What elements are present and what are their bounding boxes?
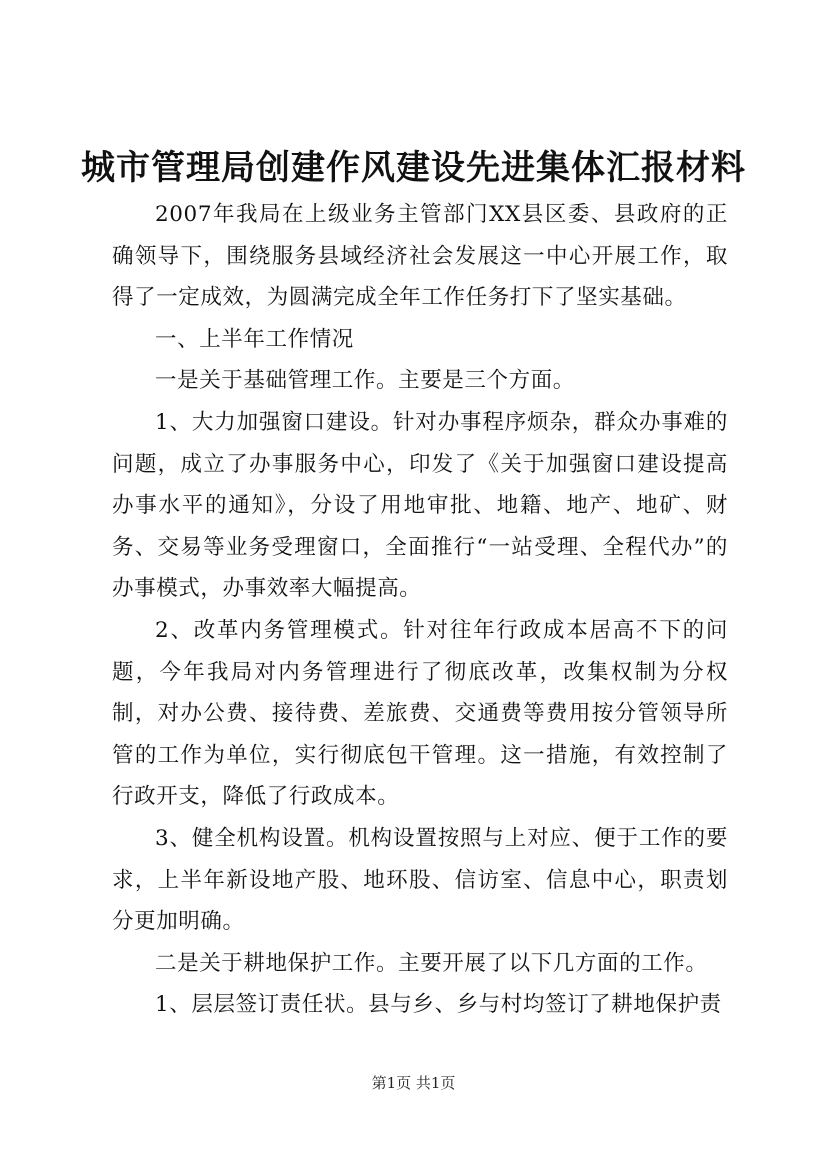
- document-title: 城市管理局创建作风建设先进集体汇报材料: [81, 148, 746, 188]
- item-organization-setup: 3、健全机构设置。机构设置按照与上对应、便于工作的要求，上半年新设地产股、地环股、信访室、信息中心，职责划分更加明确。: [112, 825, 728, 935]
- page-number-footer: 第1页 共1页: [371, 1074, 456, 1092]
- subsection-basic-management: 一是关于基础管理工作。主要是三个方面。: [155, 368, 575, 394]
- item-window-construction: 1、大力加强窗口建设。针对办事程序烦杂，群众办事难的问题，成立了办事服务中心，印发了《关于加强窗口建设提高办事水平的通知》，分设了用地审批、地籍、地产、地矿、财务、交易等业务受理窗口，全面推行“一站受理、全程代办”的办事模式，办事效率大幅提高。: [112, 409, 728, 602]
- section-heading: 一、上半年工作情况: [155, 326, 354, 352]
- item-responsibility-contracts: 1、层层签订责任状。县与乡、乡与村均签订了耕地保护责: [155, 992, 722, 1018]
- item-internal-management: 2、改革内务管理模式。针对往年行政成本居高不下的问题，今年我局对内务管理进行了彻底改革，改集权制为分权制，对办公费、接待费、差旅费、交通费等费用按分管领导所管的工作为单位，实行彻底包干管理。这一措施，有效控制了行政开支，降低了行政成本。: [112, 617, 728, 810]
- document-body: [112, 194, 728, 1026]
- intro-paragraph: 2007年我局在上级业务主管部门XX县区委、县政府的正确领导下，围绕服务县域经济社会发展这一中心开展工作，取得了一定成效，为圆满完成全年工作任务打下了坚实基础。: [112, 202, 728, 311]
- subsection-farmland-protection: 二是关于耕地保护工作。主要开展了以下几方面的工作。: [155, 950, 708, 976]
